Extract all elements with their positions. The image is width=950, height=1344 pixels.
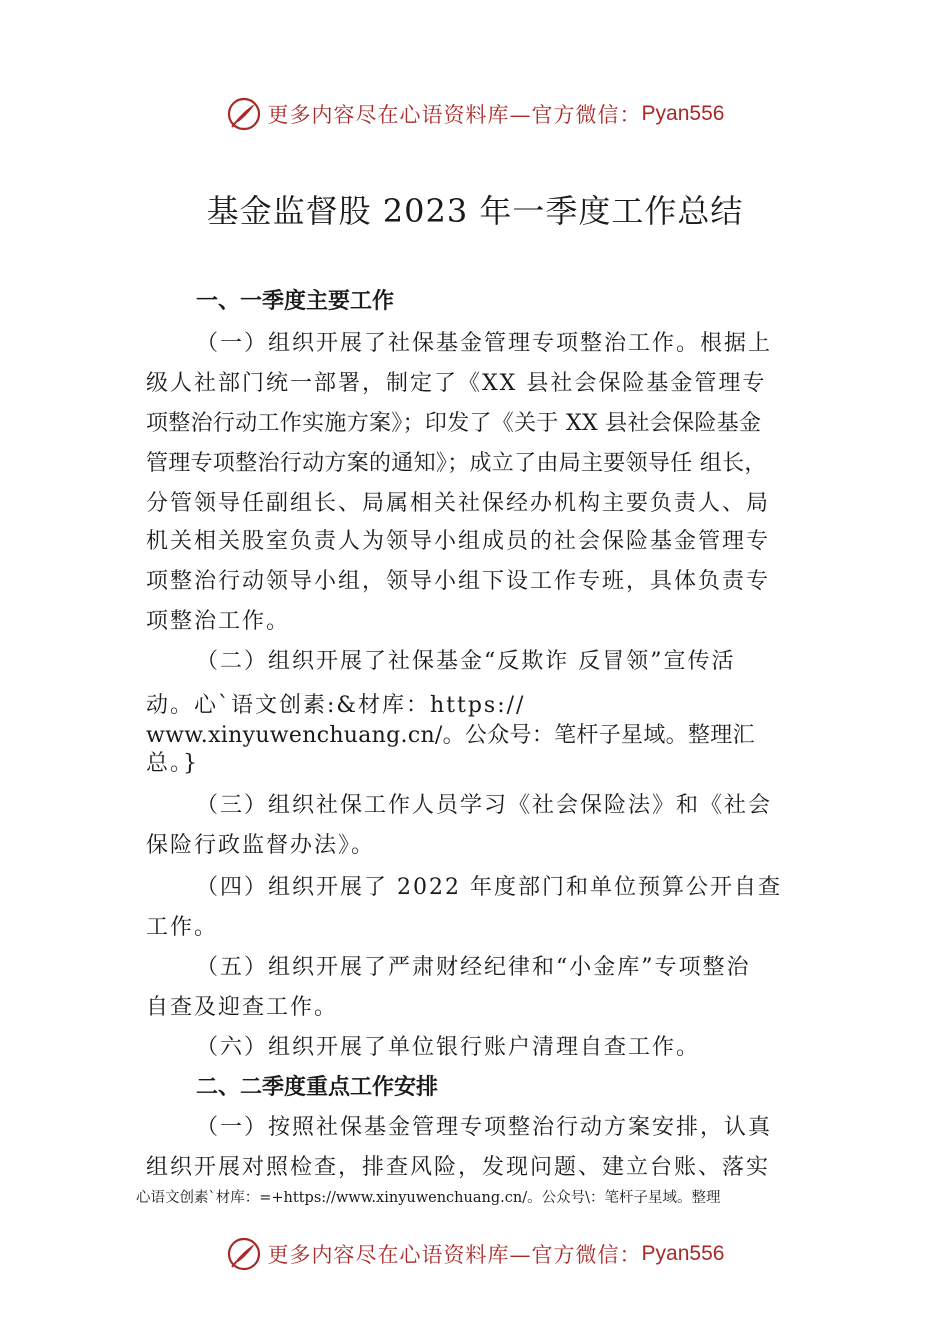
paragraph-line: 级人社部门统一部署，制定了《XX 县社会保险基金管理专 bbox=[146, 371, 767, 396]
paragraph-line: 总。} bbox=[146, 751, 199, 776]
paragraph-line: 分管领导任副组长、局属相关社保经办机构主要负责人、局 bbox=[146, 491, 771, 516]
paragraph-line: （一）按照社保基金管理专项整治行动方案安排，认真 bbox=[196, 1115, 773, 1140]
paragraph-line: 自查及迎查工作。 bbox=[146, 995, 339, 1020]
paragraph-line: 管理专项整治行动方案的通知》；成立了由局主要领导任 组长， bbox=[146, 451, 767, 476]
quill-logo-icon bbox=[226, 1236, 262, 1272]
paragraph-line: 保险行政监督办法》。 bbox=[146, 833, 376, 858]
paragraph-line: （三）组织社保工作人员学习《社会保险法》和《社会 bbox=[196, 793, 773, 818]
banner-text: 更多内容尽在心语资料库—官方微信： bbox=[267, 1243, 642, 1267]
paragraph-line: （四）组织开展了 2022 年度部门和单位预算公开自查 bbox=[196, 875, 782, 900]
paragraph-line: 项整治行动领导小组，领导小组下设工作专班，具体负责专 bbox=[146, 569, 771, 594]
paragraph-line: 机关相关股室负责人为领导小组成员的社会保险基金管理专 bbox=[146, 529, 771, 554]
paragraph-line: （五）组织开展了严肃财经纪律和“小金库”专项整治 bbox=[196, 955, 751, 980]
paragraph-line: （二）组织开展了社保基金“反欺诈 反冒领”宣传活 bbox=[196, 649, 736, 674]
paragraph-line: 项整治工作。 bbox=[146, 609, 291, 634]
section-heading-2: 二、二季度重点工作安排 bbox=[196, 1075, 439, 1100]
paragraph-line: 项整治行动工作实施方案》；印发了《关于 XX 县社会保险基金 bbox=[146, 411, 762, 436]
document-title: 基金监督股 2023 年一季度工作总结 bbox=[206, 192, 744, 230]
paragraph-line: 动。心`语文创素:&材库：https:// bbox=[146, 693, 526, 718]
quill-logo-icon bbox=[226, 96, 262, 132]
paragraph-line: 组织开展对照检查，排查风险，发现问题、建立台账、落实 bbox=[146, 1155, 771, 1180]
paragraph-line: 工作。 bbox=[146, 915, 219, 940]
footnote-text: 心语文创素`材库：=+https://www.xinyuwenchuang.cn/。公众号\：笔杆子星域。整理 bbox=[136, 1190, 721, 1206]
header-banner bbox=[0, 94, 950, 134]
paragraph-line: （六）组织开展了单位银行账户清理自查工作。 bbox=[196, 1035, 701, 1060]
banner-wechat-id: Pyan556 bbox=[641, 102, 725, 125]
paragraph-line: www.xinyuwenchuang.cn/。公众号：笔杆子星域。整理汇 bbox=[146, 723, 755, 748]
section-heading-1: 一、一季度主要工作 bbox=[196, 289, 395, 314]
banner-text: 更多内容尽在心语资料库—官方微信： bbox=[267, 103, 642, 127]
footer-banner bbox=[0, 1234, 950, 1274]
paragraph-line: （一）组织开展了社保基金管理专项整治工作。根据上 bbox=[196, 331, 773, 356]
banner-wechat-id: Pyan556 bbox=[641, 1242, 725, 1265]
